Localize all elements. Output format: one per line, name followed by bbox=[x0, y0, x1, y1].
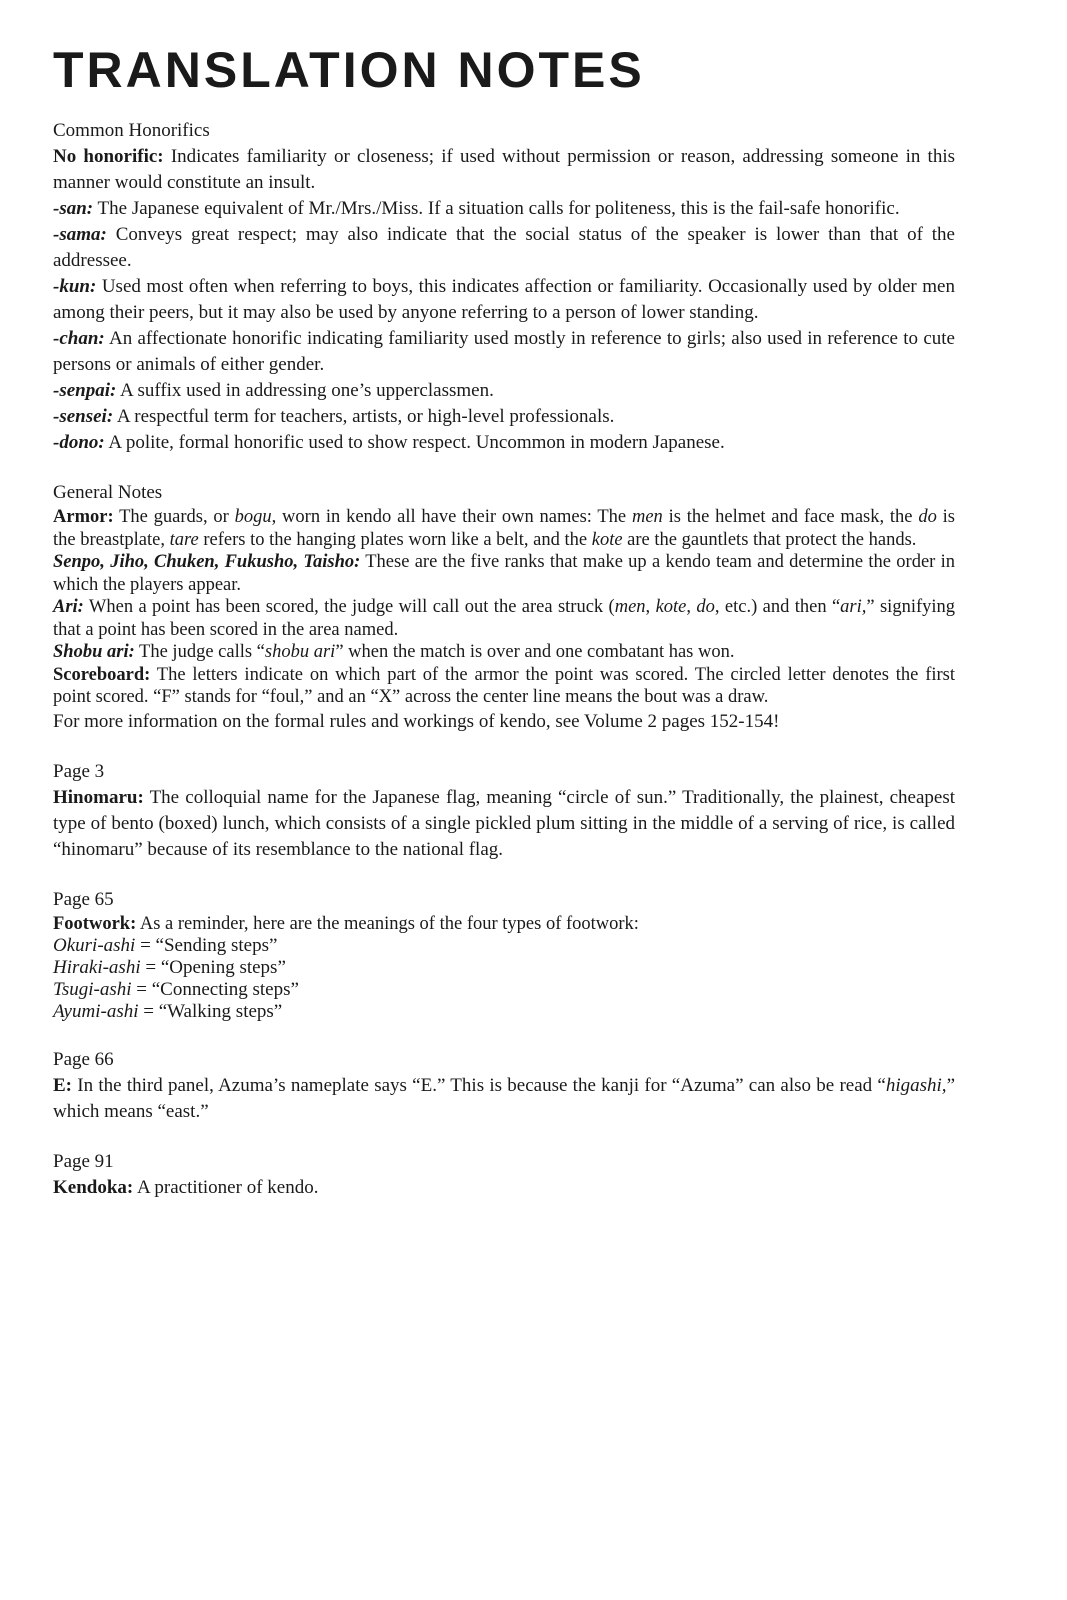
page-65-heading: Page 65 bbox=[53, 888, 114, 910]
page-91-heading: Page 91 bbox=[53, 1151, 114, 1172]
entry-text: The colloquial name for the Japanese flag, meaning “circle of sun.” Traditionally, the plainest, cheapest type of bento (boxed) lunch, which consists of a single pickled plum sitting in the middle of a serving of rice, is called “hinomaru” because of its resemblance to the national flag. bbox=[53, 786, 955, 860]
entry-term: -san: bbox=[53, 198, 94, 219]
entry-italic: bogu bbox=[234, 507, 272, 527]
entry-term: Ari: bbox=[53, 597, 84, 617]
step-meaning: = “Opening steps” bbox=[140, 957, 286, 978]
entry-text: In the third panel, Azuma’s nameplate says “E.” This is because the kanji for “Azuma” can also be read “ bbox=[72, 1075, 886, 1096]
entry-italic: do bbox=[696, 597, 715, 617]
honorific-entry bbox=[53, 196, 955, 222]
honorific-entry bbox=[53, 144, 955, 196]
entry-term: -sama: bbox=[53, 224, 107, 245]
entry-italic: kote bbox=[591, 529, 623, 550]
footwork-entry bbox=[53, 913, 955, 936]
scoreboard-entry bbox=[53, 664, 955, 709]
ari-entry bbox=[53, 596, 955, 641]
entry-text: is the helmet and face mask, the bbox=[662, 507, 919, 527]
e-entry bbox=[53, 1073, 955, 1125]
footwork-step bbox=[53, 1001, 955, 1023]
entry-italic: do bbox=[918, 507, 937, 527]
entry-text: The guards, or bbox=[113, 507, 235, 527]
entry-text: , worn in kendo all have their own names: The bbox=[271, 507, 632, 527]
footwork-step bbox=[53, 935, 955, 957]
entry-text: ” when the match is over and one combatant has won. bbox=[335, 642, 735, 662]
entry-term: -chan: bbox=[53, 328, 105, 349]
entry-italic: men bbox=[631, 507, 663, 527]
entry-text: , bbox=[645, 597, 656, 617]
more-info-note: For more information on the formal rules and workings of kendo, see Volume 2 pages 152-154! bbox=[53, 710, 780, 732]
entry-text: A practitioner of kendo. bbox=[133, 1177, 319, 1198]
honorifics-heading: Common Honorifics bbox=[53, 120, 210, 141]
step-name: Ayumi-ashi bbox=[53, 1001, 139, 1022]
entry-text: Conveys great respect; may also indicate that the social status of the speaker is lower than that of the addressee. bbox=[53, 224, 955, 271]
entry-text: The letters indicate on which part of the armor the point was scored. The circled letter denotes the first point scored. “F” stands for “foul,” and an “X” across the center line means the bout was a draw. bbox=[53, 664, 955, 707]
page-91-section bbox=[53, 1149, 955, 1201]
honorifics-section bbox=[53, 118, 955, 456]
kendoka-entry bbox=[53, 1175, 955, 1201]
page-title: TRANSLATION NOTES bbox=[53, 42, 645, 98]
honorific-entry bbox=[53, 326, 955, 378]
entry-text: The Japanese equivalent of Mr./Mrs./Miss. If a situation calls for politeness, this is the fail-safe honorific. bbox=[93, 198, 900, 219]
entry-term: -senpai: bbox=[53, 380, 117, 401]
entry-text: A polite, formal honorific used to show respect. Uncommon in modern Japanese. bbox=[104, 432, 725, 453]
page-65-section bbox=[53, 887, 955, 1024]
entry-term: -kun: bbox=[53, 276, 97, 297]
step-meaning: = “Walking steps” bbox=[138, 1001, 283, 1022]
page-66-section bbox=[53, 1047, 955, 1125]
entry-text: These are the five ranks that make up a kendo team and determine the order in which the players appear. bbox=[53, 552, 955, 595]
entry-text: A suffix used in addressing one’s upperclassmen. bbox=[116, 380, 494, 401]
entry-term: E: bbox=[53, 1075, 72, 1096]
entry-italic: kote bbox=[655, 597, 687, 617]
entry-italic: men bbox=[614, 597, 646, 617]
entry-text: are the gauntlets that protect the hands. bbox=[622, 529, 917, 550]
entry-text: , etc.) and then “ bbox=[714, 597, 841, 617]
entry-text: is the breastplate, bbox=[53, 507, 955, 550]
entry-text: When a point has been scored, the judge will call out the area struck ( bbox=[83, 597, 615, 617]
entry-term: Hinomaru: bbox=[53, 786, 144, 808]
page-3-heading: Page 3 bbox=[53, 760, 105, 782]
honorific-entry bbox=[53, 430, 955, 456]
honorific-entry bbox=[53, 404, 955, 430]
entry-term: Shobu ari: bbox=[53, 642, 135, 662]
entry-italic: tare bbox=[169, 529, 199, 550]
entry-text: An affectionate honorific indicating familiarity used mostly in reference to girls; also used in reference to cute persons or animals of either gender. bbox=[53, 328, 955, 375]
step-name: Tsugi-ashi bbox=[53, 979, 132, 1000]
ranks-entry bbox=[53, 551, 955, 596]
step-name: Hiraki-ashi bbox=[53, 957, 141, 978]
page-66-heading: Page 66 bbox=[53, 1049, 114, 1070]
entry-text: Used most often when referring to boys, this indicates affection or familiarity. Occasionally used by older men among their peers, but it may also be used by anyone referring to a person of lower standing. bbox=[53, 276, 955, 323]
entry-term: Kendoka: bbox=[53, 1177, 134, 1198]
page-3-section bbox=[53, 759, 955, 863]
entry-term: No honorific: bbox=[53, 146, 164, 167]
shobu-ari-entry bbox=[53, 641, 955, 664]
step-name: Okuri-ashi bbox=[53, 935, 136, 956]
hinomaru-entry bbox=[53, 785, 955, 863]
honorific-entry bbox=[53, 222, 955, 274]
armor-entry bbox=[53, 506, 955, 551]
entry-text: A respectful term for teachers, artists, or high-level professionals. bbox=[113, 406, 615, 427]
entry-text: , bbox=[686, 597, 697, 617]
entry-text: As a reminder, here are the meanings of the four types of footwork: bbox=[136, 913, 639, 934]
general-notes-section bbox=[53, 480, 955, 735]
entry-term: Armor: bbox=[53, 507, 114, 527]
entry-term: -dono: bbox=[53, 432, 105, 453]
entry-text: Indicates familiarity or closeness; if used without permission or reason, addressing someone in this manner would constitute an insult. bbox=[53, 146, 955, 193]
entry-term: -sensei: bbox=[53, 406, 114, 427]
honorific-entry bbox=[53, 274, 955, 326]
general-notes-heading: General Notes bbox=[53, 482, 163, 503]
step-meaning: = “Connecting steps” bbox=[131, 979, 299, 1000]
entry-italic: ari, bbox=[840, 597, 867, 617]
entry-text: ” signifying that a point has been scored in the area named. bbox=[53, 597, 956, 640]
entry-text: refers to the hanging plates worn like a belt, and the bbox=[198, 529, 592, 550]
entry-text: ” which means “east.” bbox=[53, 1075, 955, 1122]
step-meaning: = “Sending steps” bbox=[135, 935, 278, 956]
footwork-step bbox=[53, 957, 955, 979]
entry-text: The judge calls “ bbox=[134, 642, 265, 662]
footwork-step bbox=[53, 979, 955, 1001]
honorific-entry bbox=[53, 378, 955, 404]
entry-term: Footwork: bbox=[53, 913, 137, 934]
entry-term: Scoreboard: bbox=[53, 664, 151, 685]
entry-italic: higashi, bbox=[885, 1075, 947, 1096]
entry-term: Senpo, Jiho, Chuken, Fukusho, Taisho: bbox=[53, 552, 361, 572]
entry-italic: shobu ari bbox=[264, 642, 336, 662]
